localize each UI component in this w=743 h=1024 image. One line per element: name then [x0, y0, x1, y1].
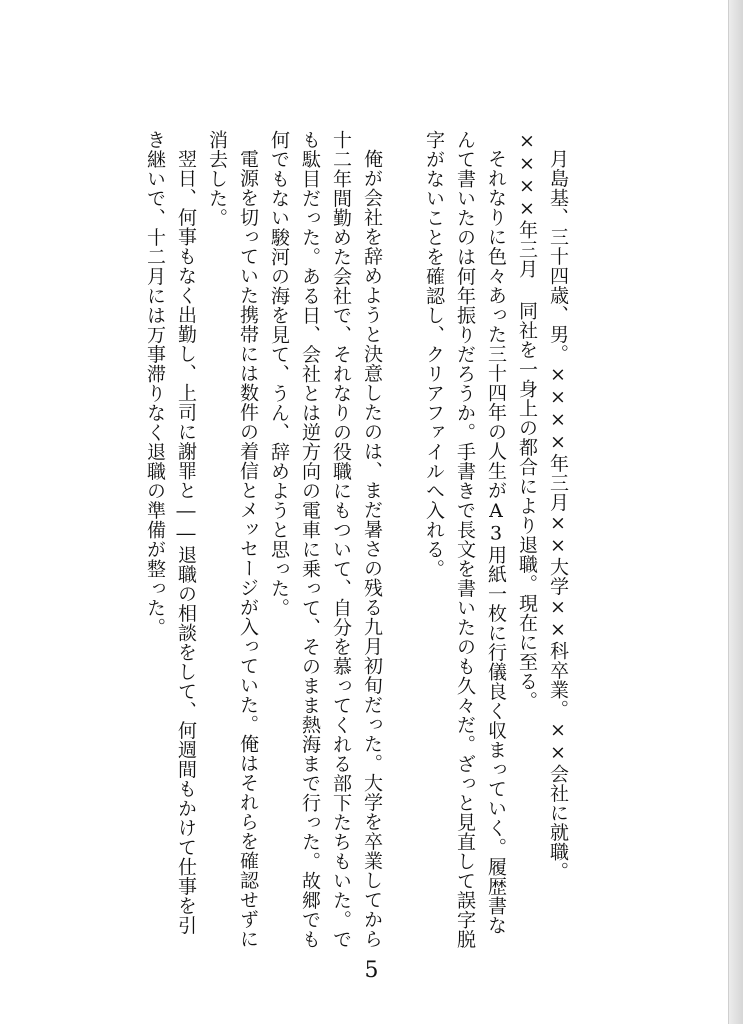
page-edge [728, 0, 743, 1024]
paragraph-profile: 月島基、三十四歳、男。××××年三月××大学××科卒業。××会社に就職。××××年三月 同社を一身上の都合により退職。現在に至る。 [516, 130, 569, 881]
paragraph-resume: それなりに色々あった三十四年の人生がA3用紙一枚に行儀良く収まっていく。履歴書なんて書いたのは何年振りだろうか。手書きで長文を書いたのも久々だ。ざっと見直して誤字脱字がないことを確認し、クリアファイルへ入れる。 [423, 130, 507, 949]
paragraph-resignation: 翌日、何事もなく出勤し、上司に謝罪と――退職の相談をして、何週間もかけて仕事を引き継いで、十二月には万事滞りなく退職の準備が整った。 [144, 130, 197, 935]
page-number: 5 [364, 958, 379, 983]
vertical-text-body [61, 130, 573, 950]
paragraph-phone: 電源を切っていた携帯には数件の着信とメッセージが入っていた。俺はそれらを確認せずに消去した。 [206, 130, 259, 949]
paragraph-decision: 俺が会社を辞めようと決意したのは、まだ暑さの残る九月初旬だった。大学を卒業してから十二年間勤めた会社で、それなりの役職にもついて、自分を慕ってくれる部下たちもいた。でも駄目だった。ある日、会社とは逆方向の電車に乗って、そのまま熱海まで行った。故郷でも何でもない駿河の海を見て、うん、辞めようと思った。 [268, 130, 383, 949]
section-break [387, 130, 418, 950]
